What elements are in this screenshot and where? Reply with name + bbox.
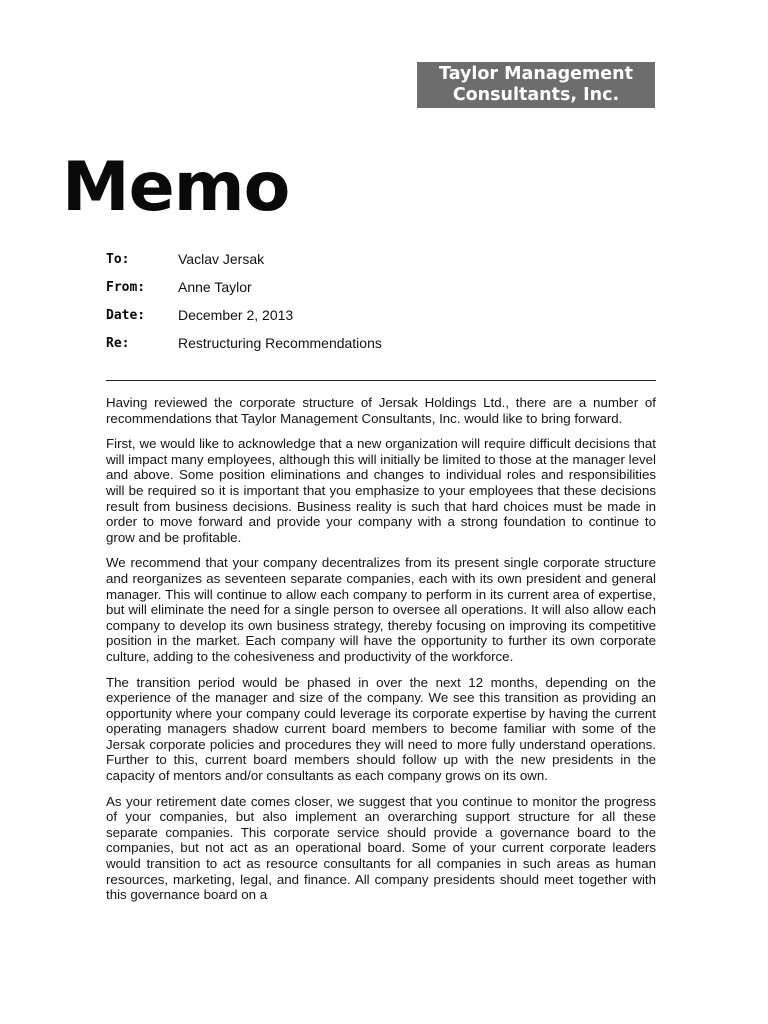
body-paragraph-1: Having reviewed the corporate structure of Jersak Holdings Ltd., there are a number of recommendations that Taylor Management Consultants, Inc. would like to bring forward. [106,395,656,426]
memo-header-fields [106,250,656,362]
header-row-to [106,250,656,278]
body-paragraph-5: As your retirement date comes closer, we suggest that you continue to monitor the progress of your companies, but also implement an overarching support structure for all these separate companies. This corporate service should provide a governance board to the companies, but not act as an operational board. Some of your current corporate leaders would transition to act as resource consultants for all companies in such areas as human resources, marketing, legal, and finance. All company presidents should meet together with this governance board on a [106,793,656,903]
memo-body [106,395,656,913]
company-name-line2: Consultants, Inc. [452,85,620,105]
re-label: Re: [106,336,130,351]
from-label: From: [106,280,146,295]
header-divider [106,380,656,381]
from-value: Anne Taylor [178,279,252,295]
company-name-box [417,62,655,108]
memo-title: Memo [62,148,290,227]
header-row-date [106,306,656,334]
header-row-from [106,278,656,306]
body-paragraph-4: The transition period would be phased in over the next 12 months, depending on the experience of the manager and size of the company. We see this transition as providing an opportunity where your company could leverage its corporate expertise by having the current operating managers shadow current board members to become familiar with some of the Jersak corporate policies and procedures they will need to more fully understand operations. Further to this, current board members should follow up with the new presidents in the capacity of mentors and/or consultants as each company grows on its own. [106,674,656,784]
date-value: December 2, 2013 [178,307,294,323]
re-value: Restructuring Recommendations [178,335,382,351]
body-paragraph-3: We recommend that your company decentralizes from its present single corporate structure and reorganizes as seventeen separate companies, each with its own president and general manager. This will continue to allow each company to perform in its current area of expertise, but will eliminate the need for a single person to oversee all operations. It will also allow each company to develop its own business strategy, thereby focusing on improving its competitive position in the market. Each company will have the opportunity to further its own corporate culture, adding to the cohesiveness and productivity of the workforce. [106,555,656,664]
to-value: Vaclav Jersak [178,251,265,267]
to-label: To: [106,252,130,267]
header-row-re [106,334,656,362]
company-name-line1: Taylor Management [439,64,633,84]
body-paragraph-2: First, we would like to acknowledge that a new organization will require difficult decisions that will impact many employees, although this will initially be limited to those at the manager level and above. Some position eliminations and changes to individual roles and responsibilities will be required so it is important that you emphasize to your employees that these decisions result from business decisions. Business reality is such that hard choices must be made in order to move forward and provide your company with a strong foundation to continue to grow and be profitable. [106,436,656,545]
date-label: Date: [106,308,146,323]
